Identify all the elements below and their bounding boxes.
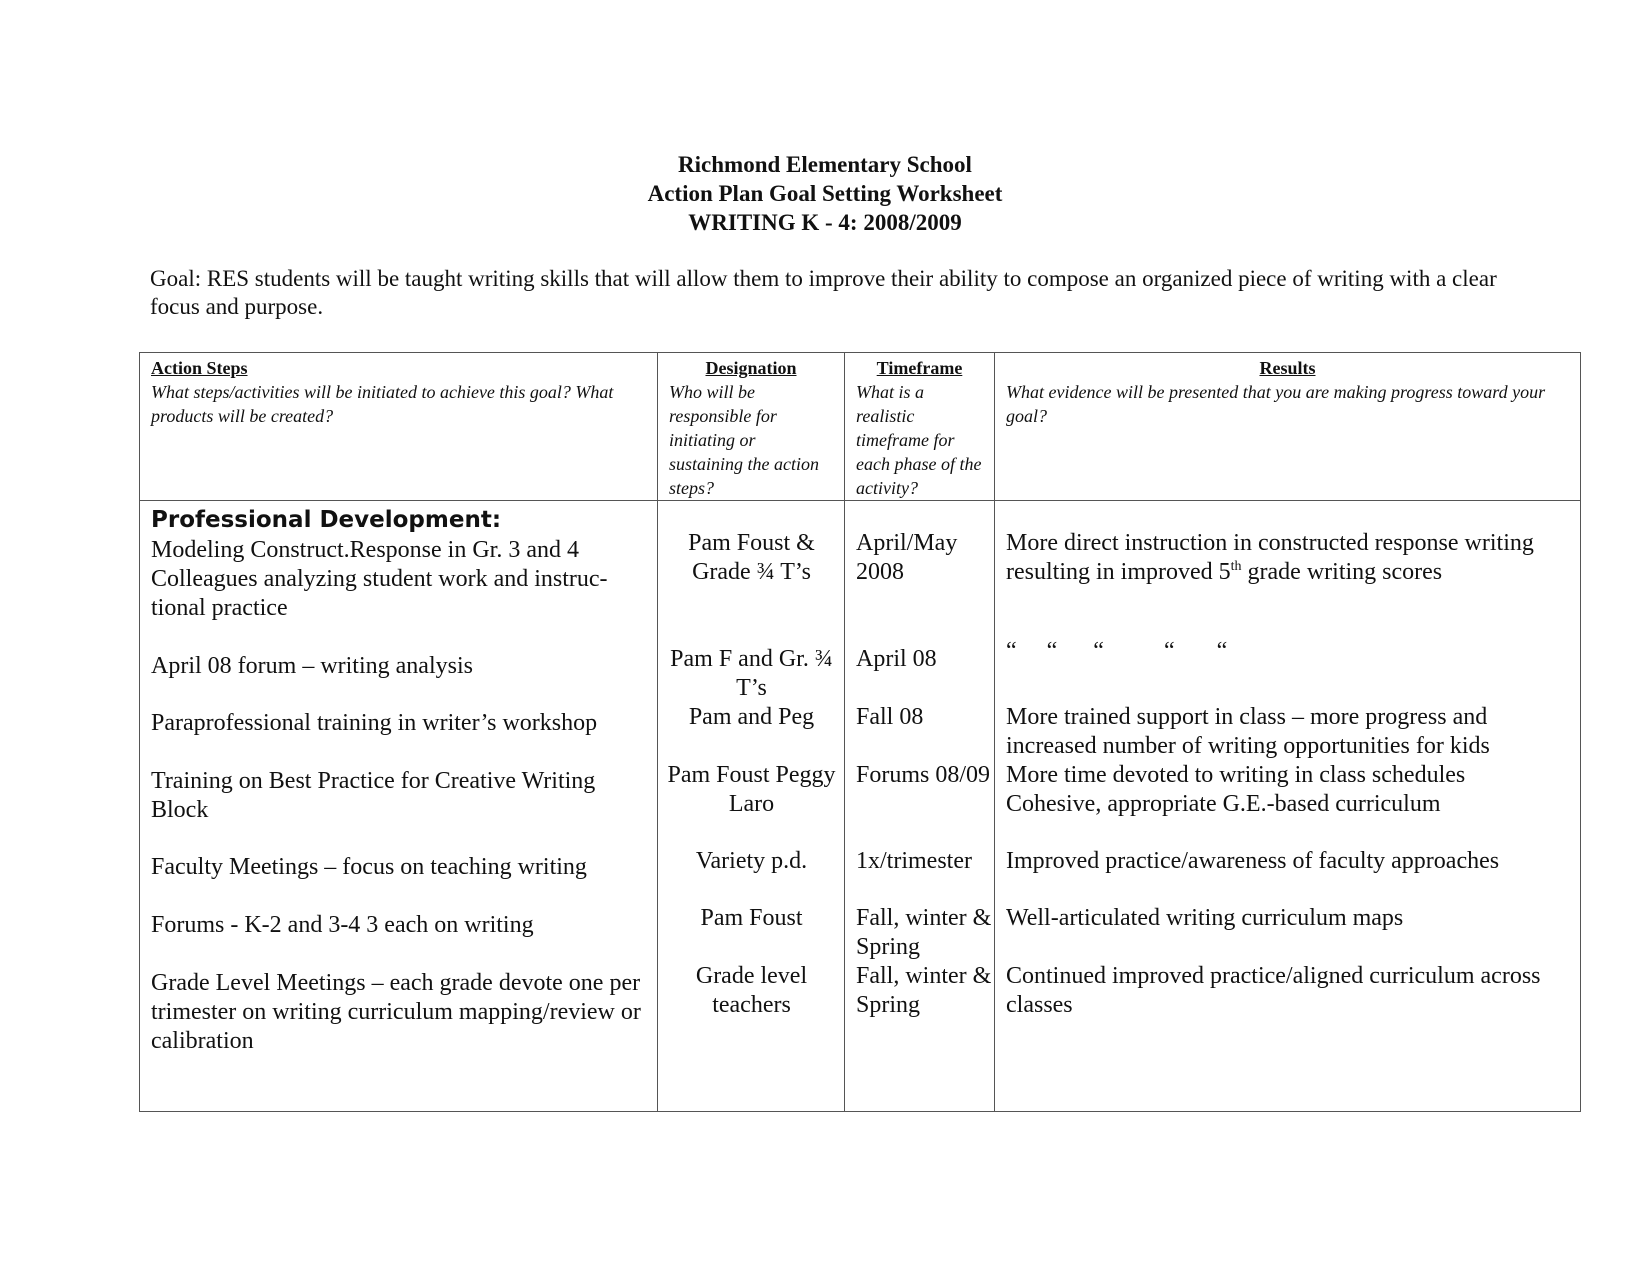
timeframe-item: April 08: [856, 646, 937, 672]
designation-item: Variety p.d.: [695, 848, 808, 874]
action-item: Paraprofessional training in writer’s workshop: [151, 710, 598, 736]
column-description: What steps/activities will be initiated to achieve this goal? What products will be created?: [151, 382, 614, 426]
results-item: “ “ “ “ “: [1006, 638, 1228, 664]
results-item: Well-articulated writing curriculum maps: [1006, 905, 1404, 931]
action-item: Training on Best Practice for Creative Writing Block: [151, 768, 596, 823]
designation-item: Grade level teachers: [695, 963, 808, 1018]
results-superscript: th: [1230, 559, 1242, 574]
results-item: Improved practice/awareness of faculty approaches: [1006, 848, 1500, 874]
designation-cell: [658, 501, 845, 1112]
column-title: Timeframe: [876, 358, 963, 378]
action-steps-cell: [140, 501, 658, 1112]
designation-item: Pam Foust Peggy Laro: [667, 762, 836, 817]
header-timeframe: [845, 353, 995, 501]
results-item: Continued improved practice/aligned curriculum across classes: [1006, 963, 1541, 1018]
action-item: April 08 forum – writing analysis: [151, 653, 473, 679]
timeframe-item: Fall 08: [856, 704, 924, 730]
results-text: More direct instruction in constructed response writing resulting in improved 5: [1006, 530, 1534, 585]
timeframe-item: Fall, winter & Spring: [856, 963, 992, 1018]
header-action-steps: [140, 353, 658, 501]
timeframe-item: 1x/trimester: [856, 848, 972, 874]
column-description: What is a realistic timeframe for each phase of the activity?: [856, 382, 982, 498]
designation-item: Pam F and Gr. ¾ T’s: [670, 646, 833, 701]
section-title: Professional Development:: [151, 507, 502, 533]
timeframe-cell: [845, 501, 995, 1112]
action-item: Grade Level Meetings – each grade devote one per trimester on writing curriculum mapping/review or calibration: [151, 970, 641, 1054]
goal-statement: Goal: RES students will be taught writing skills that will allow them to improve their ability to compose an organized piece of writing with a clear focus and purpose.: [150, 266, 1497, 319]
results-item: More trained support in class – more progress and increased number of writing opportunities for kids: [1006, 704, 1490, 759]
timeframe-item: Forums 08/09: [856, 762, 991, 788]
action-item: Forums - K-2 and 3-4 3 each on writing: [151, 912, 534, 938]
timeframe-item: Fall, winter & Spring: [856, 905, 992, 960]
results-text-tail: grade writing scores: [1241, 559, 1443, 585]
worksheet-subtitle: WRITING K - 4: 2008/2009: [688, 210, 962, 235]
school-name: Richmond Elementary School: [678, 152, 972, 177]
document-header: [0, 150, 1650, 237]
column-title: Designation: [705, 358, 797, 378]
results-item: [1006, 529, 1566, 587]
column-description: What evidence will be presented that you are making progress toward your goal?: [1006, 382, 1546, 426]
table-header-row: [140, 353, 1581, 501]
designation-item: Pam Foust: [700, 905, 803, 931]
column-title: Results: [1259, 358, 1316, 378]
column-description: Who will be responsible for initiating or sustaining the action steps?: [669, 382, 819, 498]
worksheet-title: Action Plan Goal Setting Worksheet: [647, 181, 1003, 206]
designation-item: Pam and Peg: [688, 704, 815, 730]
action-plan-table: [139, 352, 1581, 1112]
action-item: Faculty Meetings – focus on teaching writing: [151, 854, 587, 880]
table-body-row: [140, 501, 1581, 1112]
header-results: [995, 353, 1581, 501]
timeframe-item: April/May 2008: [856, 530, 958, 585]
results-cell: [995, 501, 1581, 1112]
header-designation: [658, 353, 845, 501]
column-title: Action Steps: [151, 358, 248, 378]
action-item: Modeling Construct.Response in Gr. 3 and 4 Colleagues analyzing student work and instruc-tional practice: [151, 537, 608, 621]
designation-item: Pam Foust & Grade ¾ T’s: [688, 530, 815, 585]
results-item: More time devoted to writing in class schedules Cohesive, appropriate G.E.-based curriculum: [1006, 762, 1466, 817]
